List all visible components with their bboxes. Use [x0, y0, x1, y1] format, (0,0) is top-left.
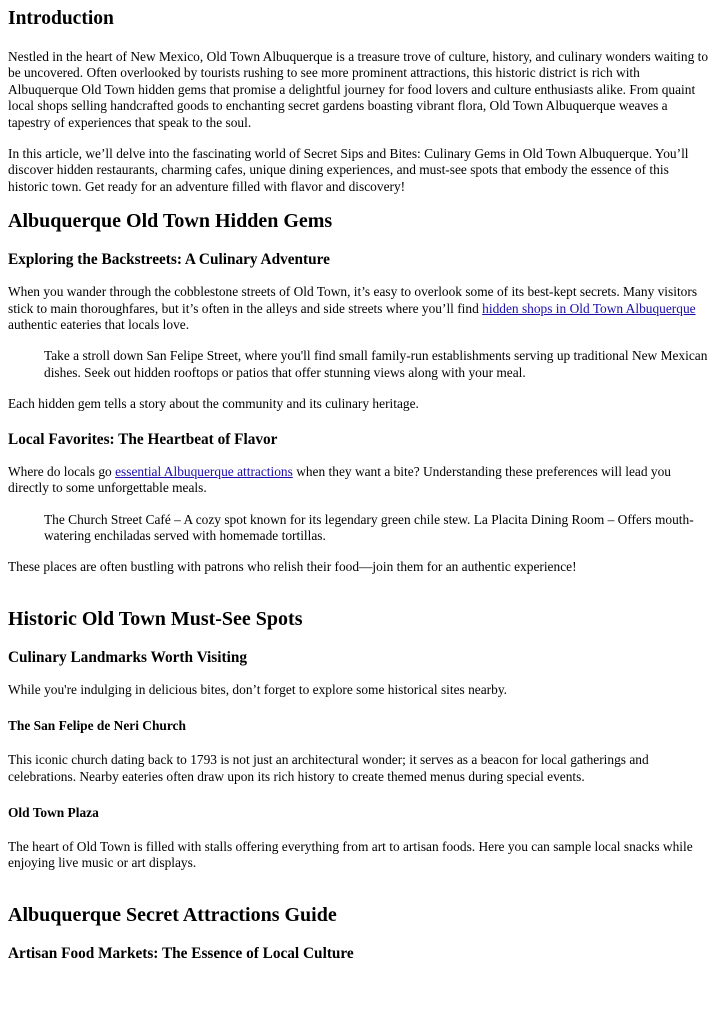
- plaza-paragraph: The heart of Old Town is filled with stalls offering everything from art to artisan foods. Here you can sample local snacks while enjoying live music or art displays.: [8, 838, 693, 871]
- backstreets-text-after: authentic eateries that locals love.: [8, 317, 190, 333]
- favorites-paragraph: [8, 464, 712, 497]
- church-paragraph: This iconic church dating back to 1793 is not just an architectural wonder; it serves as a beacon for local gatherings and celebrations. Nearby eateries often draw upon its rich history to create themed menus during special events.: [8, 752, 649, 784]
- secret-guide-heading: Albuquerque Secret Attractions Guide: [8, 903, 337, 926]
- favorites-text-before: Where do locals go: [8, 463, 116, 479]
- backstreets-heading: Exploring the Backstreets: A Culinary Adventure: [8, 251, 330, 269]
- favorites-closing: These places are often bustling with patrons who relish their food—join them for an authentic experience!: [8, 559, 577, 575]
- markets-heading: Artisan Food Markets: The Essence of Local Culture: [8, 944, 354, 962]
- favorites-heading: Local Favorites: The Heartbeat of Flavor: [8, 430, 278, 448]
- introduction-heading: Introduction: [8, 8, 114, 29]
- backstreets-quote: Take a stroll down San Felipe Street, where you'll find small family-run establishments serving up traditional New Mexican dishes. Seek out hidden rooftops or patios that offer stunning views along with your meal.: [44, 348, 708, 380]
- favorites-text-after: when they want a bite? Understanding these preferences will lead you directly to some unforgettable meals.: [8, 463, 671, 496]
- plaza-heading: Old Town Plaza: [8, 804, 99, 820]
- intro-paragraph-1: Nestled in the heart of New Mexico, Old Town Albuquerque is a treasure trove of culture, history, and culinary wonders waiting to be uncovered. Often overlooked by tourists rushing to see more prominent attractions, this historic district is rich with Albuquerque Old Town hidden gems that promise a delightful journey for food lovers and culture enthusiasts alike. From quaint local shops selling handcrafted goods to enchanting secret gardens boasting vibrant flora, Old Town Albuquerque weaves a tapestry of experiences that speak to the soul.: [8, 49, 709, 130]
- church-heading: The San Felipe de Neri Church: [8, 718, 186, 734]
- backstreets-paragraph: [8, 284, 712, 333]
- hidden-gems-heading: Albuquerque Old Town Hidden Gems: [8, 210, 333, 233]
- backstreets-text-before: When you wander through the cobblestone streets of Old Town, it’s easy to overlook some of its best-kept secrets. Many visitors stick to main thoroughfares, but it’s often in the alleys and side streets where you’ll find: [8, 284, 698, 316]
- intro-paragraph-2: In this article, we’ll delve into the fascinating world of Secret Sips and Bites: Culinary Gems in Old Town Albuquerque. You’ll discover hidden restaurants, charming cafes, unique dining experiences, and must-see spots that embody the essence of this historic town. Get ready for an adventure filled with flavor and discovery!: [8, 146, 689, 194]
- essential-attractions-link[interactable]: essential Albuquerque attractions: [115, 463, 293, 479]
- must-see-heading: Historic Old Town Must-See Spots: [8, 607, 303, 630]
- favorites-quote: The Church Street Café – A cozy spot known for its legendary green chile stew. La Placita Dining Room – Offers mouth-watering enchiladas served with homemade tortillas.: [44, 511, 694, 543]
- landmarks-paragraph: While you're indulging in delicious bites, don’t forget to explore some historical sites nearby.: [8, 681, 508, 697]
- backstreets-closing: Each hidden gem tells a story about the community and its culinary heritage.: [8, 396, 419, 412]
- hidden-shops-link[interactable]: hidden shops in Old Town Albuquerque: [482, 300, 696, 316]
- landmarks-heading: Culinary Landmarks Worth Visiting: [8, 648, 247, 666]
